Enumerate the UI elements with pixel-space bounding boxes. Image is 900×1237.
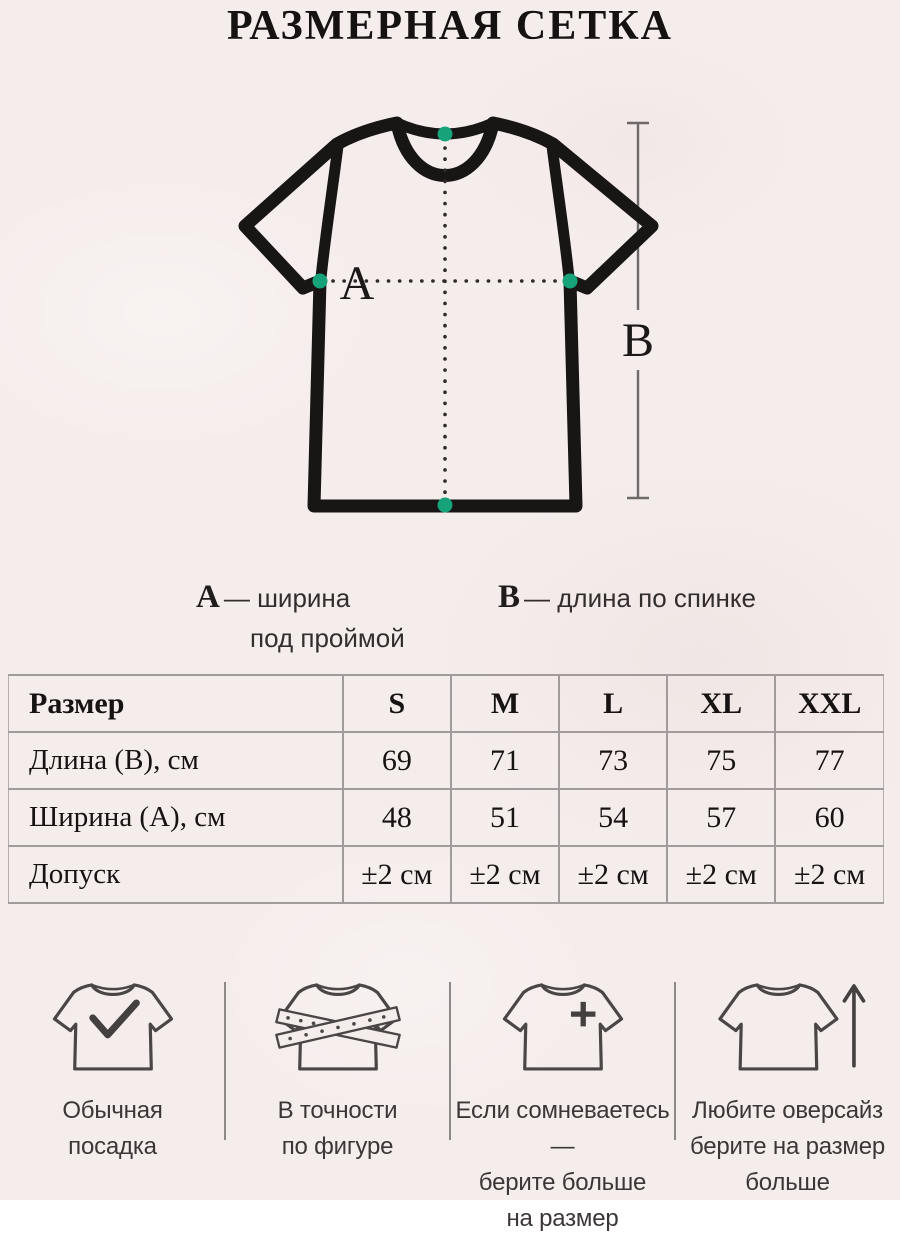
tshirt-measurement-diagram: [235, 98, 665, 528]
fit-guide: [0, 962, 900, 1237]
table-row-width: [9, 789, 884, 846]
legend-a-letter: А: [196, 579, 220, 615]
cell-value: ±2 см: [451, 846, 559, 903]
legend-width: [196, 579, 405, 654]
fit-guide-item-exact: [225, 962, 450, 1165]
tshirt-plus-icon: [483, 970, 643, 1087]
fit-guide-item-oversize: [675, 962, 900, 1201]
cell-value: 75: [667, 732, 775, 789]
row-label: Допуск: [9, 846, 343, 903]
cell-value: ±2 см: [775, 846, 883, 903]
table-row-length: [9, 732, 884, 789]
size-col-m: M: [451, 675, 559, 732]
cell-value: ±2 см: [559, 846, 667, 903]
caption-line: берите больше: [478, 1169, 647, 1196]
fit-guide-caption: [690, 1093, 885, 1201]
measure-point-dots: [313, 127, 578, 513]
size-table: [8, 674, 884, 904]
b-dimension-line: [627, 123, 649, 498]
caption-line: Любите оверсайз: [692, 1097, 883, 1124]
row-label: Длина (В), см: [9, 732, 343, 789]
legend-a-text-line2: под проймой: [250, 623, 405, 653]
cell-value: ±2 см: [667, 846, 775, 903]
caption-line: на размер: [506, 1205, 619, 1232]
tshirt-check-icon: [33, 970, 193, 1087]
dotted-guides: [333, 148, 561, 496]
caption-line: Если сомневаетесь —: [455, 1097, 670, 1160]
tshirt-arrow-icon: [708, 970, 868, 1087]
cell-value: 71: [451, 732, 559, 789]
cell-value: 51: [451, 789, 559, 846]
size-col-l: L: [559, 675, 667, 732]
fit-guide-item-regular: [0, 962, 225, 1165]
diagram-label-b: В: [621, 314, 655, 367]
size-col-xxl: XXL: [775, 675, 883, 732]
caption-line: берите на размер: [689, 1133, 885, 1160]
cell-value: ±2 см: [343, 846, 451, 903]
cell-value: 54: [559, 789, 667, 846]
cell-value: 73: [559, 732, 667, 789]
cell-value: 77: [775, 732, 883, 789]
fit-guide-caption: [62, 1093, 162, 1165]
caption-line: посадка: [68, 1133, 157, 1160]
cell-value: 69: [343, 732, 451, 789]
fit-guide-item-size-up: [450, 962, 675, 1237]
size-col-xl: XL: [667, 675, 775, 732]
table-header-label: Размер: [9, 675, 343, 732]
size-col-s: S: [343, 675, 451, 732]
legend-length: [498, 579, 756, 616]
cell-value: 57: [667, 789, 775, 846]
cell-value: 60: [775, 789, 883, 846]
legend-a-text: — ширина: [223, 583, 351, 613]
caption-line: по фигуре: [281, 1133, 394, 1160]
tshirt-tape-icon: [258, 970, 418, 1087]
table-row-tolerance: [9, 846, 884, 903]
caption-line: Обычная: [62, 1097, 163, 1124]
legend-b-text: — длина по спинке: [524, 583, 756, 613]
caption-line: больше: [745, 1169, 830, 1196]
fit-guide-caption: [450, 1093, 675, 1237]
row-label: Ширина (А), см: [9, 789, 343, 846]
table-header-row: [9, 675, 884, 732]
fit-guide-caption: [278, 1093, 398, 1165]
tshirt-outline: [245, 123, 655, 506]
legend-b-letter: В: [498, 579, 521, 615]
diagram-label-a: А: [339, 257, 375, 310]
page-title: РАЗМЕРНАЯ СЕТКА: [226, 3, 674, 49]
cell-value: 48: [343, 789, 451, 846]
caption-line: В точности: [277, 1097, 398, 1124]
